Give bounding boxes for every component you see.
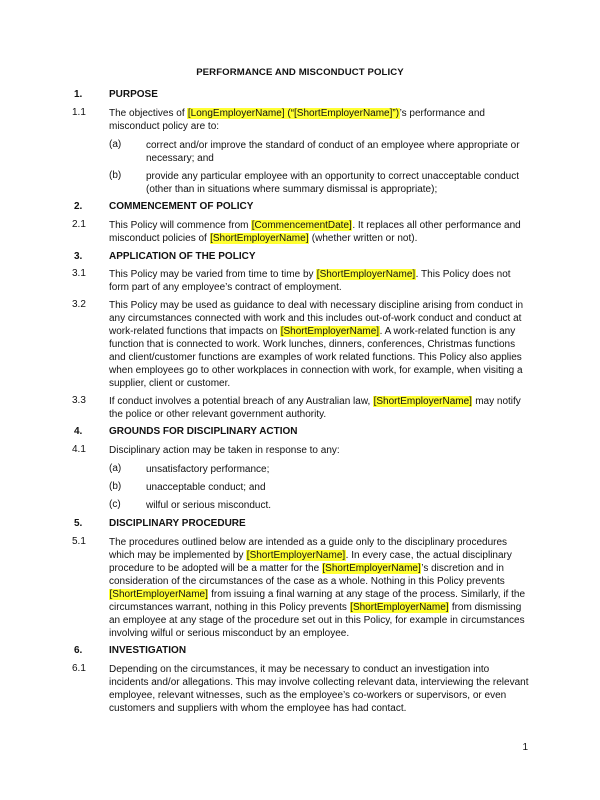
section-4-heading: GROUNDS FOR DISCIPLINARY ACTION [109, 426, 298, 437]
clause-text: This Policy may be used as guidance to deal with necessary discipline arising from conduct in any circumstances connected with work and this includes out-of-work conduct and conduct at work-related functions that impacts on [109, 300, 524, 337]
item-1-a-text: correct and/or improve the standard of conduct of an employee where appropriate or necessary; and [146, 140, 520, 164]
item-4-b-label: (b) [109, 481, 122, 492]
clause-text: from issuing a final warning at any stage of the process. Similarly, if the circumstances warrant, nothing in this Policy prevents [109, 589, 526, 613]
clause-3-2-number: 3.2 [72, 299, 86, 310]
placeholder-short-employer-name: [ShortEmployerName] [246, 550, 346, 561]
clause-text: ’s discretion and in consideration of the circumstances of the case as a whole. Nothing in this Policy prevents [109, 563, 505, 587]
clause-text: This Policy will commence from [109, 220, 252, 231]
item-4-b-text: unacceptable conduct; and [146, 482, 266, 493]
clause-6-1-text: Depending on the circumstances, it may be necessary to conduct an investigation into incidents and/or allegations. This may involve collecting relevant data, interviewing the relevant employee, relevant witnesses, such as the employee’s co-workers or supervisors, or even customers and suppliers with whom the employee has had contact. [109, 664, 529, 714]
item-4-a-label: (a) [109, 463, 122, 474]
clause-text: The procedures outlined below are intended as a guide only to the disciplinary procedures which may be implemented by [109, 537, 508, 561]
clause-5-1-number: 5.1 [72, 536, 86, 547]
section-1-number: 1. [74, 89, 83, 100]
clause-4-1-number: 4.1 [72, 444, 86, 455]
clause-text: from dismissing an employee at any stage of the procedure set out in this Policy, for example in circumstances involving wilful or serious misconduct by an employee. [109, 602, 525, 639]
item-1-a-label: (a) [109, 139, 122, 150]
item-1-b-text: provide any particular employee with an opportunity to correct unacceptable conduct (other than in situations where summary dismissal is appropriate); [146, 171, 519, 195]
clause-3-3-text [109, 395, 529, 421]
section-3-number: 3. [74, 251, 83, 262]
clause-text: . It replaces all other performance and misconduct policies of [109, 220, 521, 244]
section-5-heading: DISCIPLINARY PROCEDURE [109, 518, 246, 529]
clause-3-1-number: 3.1 [72, 268, 86, 279]
placeholder-short-employer-name: [ShortEmployerName] [322, 563, 421, 574]
placeholder-long-short-employer-name: [LongEmployerName] (“[ShortEmployerName]”) [187, 108, 400, 119]
clause-text: The objectives of [109, 108, 188, 119]
clause-3-3-number: 3.3 [72, 395, 86, 406]
clause-text: If conduct involves a potential breach of any Australian law, [109, 396, 374, 407]
placeholder-short-employer-name: [ShortEmployerName] [350, 602, 449, 613]
placeholder-commencement-date: [CommencementDate] [251, 220, 352, 231]
placeholder-short-employer-name: [ShortEmployerName] [109, 589, 208, 600]
placeholder-short-employer-name: [ShortEmployerName] [316, 269, 416, 280]
section-5-number: 5. [74, 518, 83, 529]
clause-6-1-number: 6.1 [72, 663, 86, 674]
section-1-heading: PURPOSE [109, 89, 158, 100]
section-6-number: 6. [74, 645, 83, 656]
clause-4-1-text: Disciplinary action may be taken in response to any: [109, 445, 340, 456]
clause-1-1-text [109, 107, 529, 133]
clause-3-1-text [109, 268, 529, 294]
section-2-heading: COMMENCEMENT OF POLICY [109, 201, 254, 212]
clause-text: ’s performance and misconduct policy are to: [109, 108, 485, 132]
clause-text: (whether written or not). [308, 233, 418, 244]
clause-text: may notify the police or other relevant government authority. [109, 396, 521, 420]
clause-text: . A work-related function is any function that is connected to work. Work lunches, dinners, conferences, Christmas functions and client/customer functions are examples of work related functions. This Policy also applies when employees go to other workplaces in connection with work, for example, when visiting a supplier, client or customer. [109, 326, 523, 389]
placeholder-short-employer-name: [ShortEmployerName] [210, 233, 309, 244]
item-4-c-label: (c) [109, 499, 121, 510]
placeholder-short-employer-name: [ShortEmployerName] [373, 396, 472, 407]
document-title: PERFORMANCE AND MISCONDUCT POLICY [196, 67, 404, 78]
section-6-heading: INVESTIGATION [109, 645, 187, 656]
clause-2-1-number: 2.1 [72, 219, 86, 230]
section-2-number: 2. [74, 201, 83, 212]
section-3-heading: APPLICATION OF THE POLICY [109, 251, 256, 262]
item-1-b-label: (b) [109, 170, 122, 181]
clause-text: . In every case, the actual disciplinary procedure to be adopted will be a matter for the [109, 550, 512, 574]
page-number: 1 [522, 742, 528, 753]
clause-text: . This Policy does not form part of any employee’s contract of employment. [109, 269, 511, 293]
clause-5-1-text [109, 536, 529, 640]
clause-3-2-text [109, 299, 529, 390]
clause-text: This Policy may be varied from time to time by [109, 269, 317, 280]
placeholder-short-employer-name: [ShortEmployerName] [280, 326, 380, 337]
clause-2-1-text [109, 219, 529, 245]
clause-1-1-number: 1.1 [72, 107, 86, 118]
item-4-a-text: unsatisfactory performance; [146, 464, 270, 475]
section-4-number: 4. [74, 426, 83, 437]
item-4-c-text: wilful or serious misconduct. [146, 500, 272, 511]
